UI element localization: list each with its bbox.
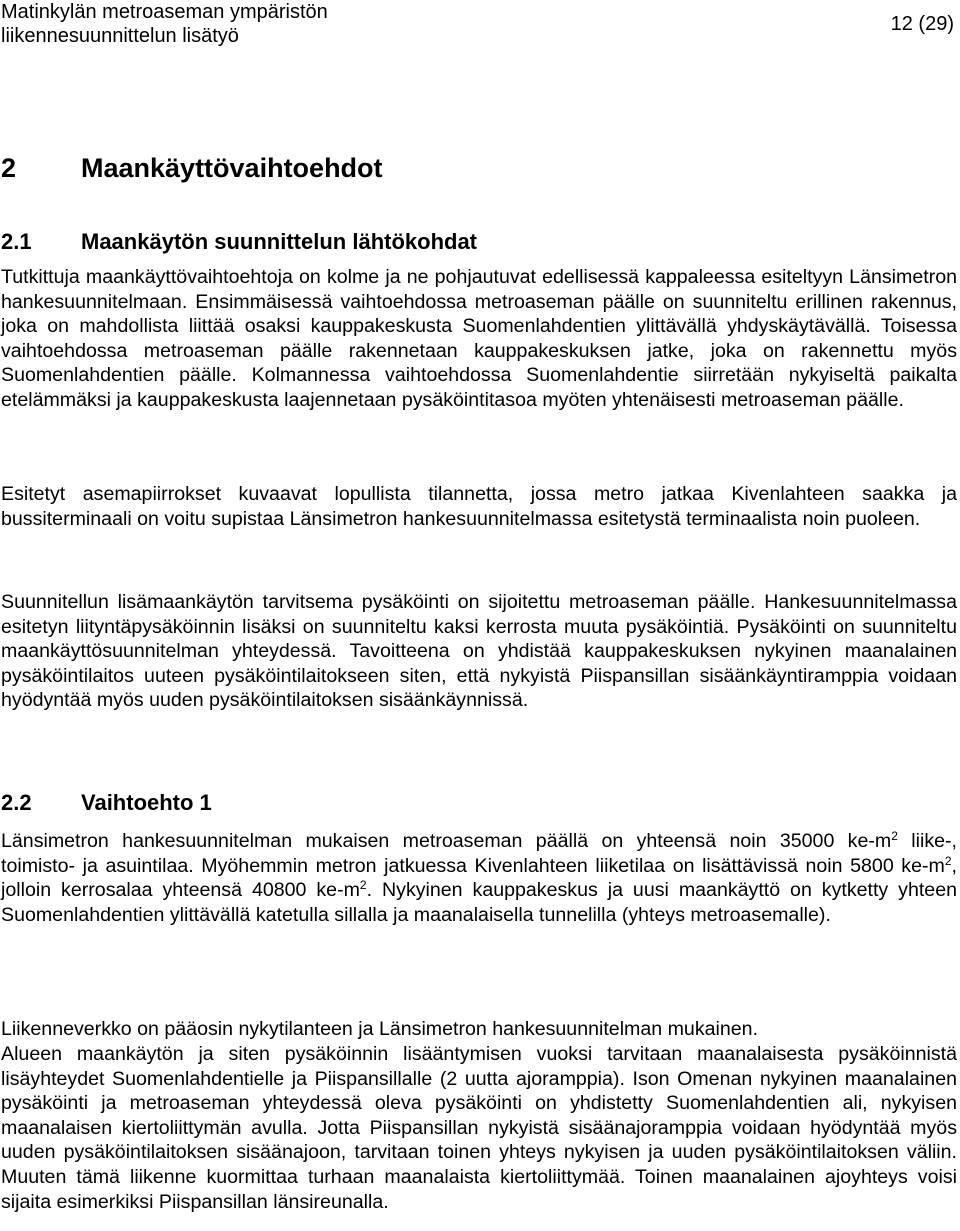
section-heading: [1, 151, 383, 185]
subsection-number: 2.2: [1, 790, 32, 815]
section-number: 2: [1, 153, 17, 183]
text-run: Länsimetron hankesuunnitelman mukaisen metroaseman päällä on yhteensä noin 35000 ke-m: [1, 830, 892, 852]
text-run: . Nykyinen kauppakeskus ja uusi maankäyttö on kytketty yhteen Suomenlahdentien ylittävällä katetulla sillalla ja maanalaisella tunnelilla (yhteys metroasemalle).: [1, 879, 957, 926]
paragraph: Esitetyt asemapiirrokset kuvaavat lopullista tilannetta, jossa metro jatkaa Kivenlahteen saakka ja bussiterminaali on voitu supistaa Länsimetron hankesuunnitelmassa esitetystä terminaalista noin puoleen.: [1, 483, 957, 530]
subsection-title: Vaihtoehto 1: [81, 790, 212, 815]
superscript: 2: [944, 853, 952, 868]
superscript: 2: [891, 829, 898, 843]
paragraph: Liikenneverkko on pääosin nykytilanteen ja Länsimetron hankesuunnitelman mukainen.: [1, 1018, 759, 1040]
text-run: liike-, toimisto- ja asuintilaa. Myöhemmin metron jatkuessa Kivenlahteen liiketilaa on lisättävissä noin 5800 ke-m: [1, 830, 957, 877]
section-title: Maankäyttövaihtoehdot: [81, 153, 383, 183]
paragraph: Tutkittuja maankäyttövaihtoehtoja on kolme ja ne pohjautuvat edellisessä kappaleessa esiteltyyn Länsimetron hankesuunnitelmaan. Ensimmäisessä vaihtoehdossa metroaseman päälle on suunniteltu erillinen rakennus, joka on mahdollista liittää osaksi kauppakeskusta Suomenlahdentien ylittävällä yhdyskäytävällä. Toisessa vaihtoehdossa metroaseman päälle rakennetaan kauppakeskuksen jatke, joka on rakennettu myös Suomenlahdentien päälle. Kolmannessa vaihtoehdossa Suomenlahdentie siirretään nykyiseltä paikalta etelämmäksi ja kauppakeskusta laajennetaan pysäköintitasoa myöten yhtenäisesti metroaseman päälle.: [1, 266, 957, 411]
subsection-title: Maankäytön suunnittelun lähtökohdat: [81, 229, 478, 254]
superscript: 2: [359, 878, 367, 893]
text-run: , jolloin kerrosalaa yhteensä 40800 ke-m: [1, 854, 957, 902]
header-title-line-2: liikennesuunnittelun lisätyö: [1, 25, 239, 47]
header-title-line-1: Matinkylän metroaseman ympäristön: [1, 1, 328, 23]
subsection-number: 2.1: [1, 229, 32, 254]
subsection-heading: [1, 228, 477, 256]
paragraph: Suunnitellun lisämaankäytön tarvitsema pysäköinti on sijoitettu metroaseman päälle. Hankesuunnitelmassa esitetyn liityntäpysäköinnin lisäksi on suunniteltu kaksi kerrosta muuta pysäköintiä. Pysäköinti on suunniteltu maankäyttösuunnitelman yhteydessä. Tavoitteena on yhdistää kauppakeskuksen nykyinen maanalainen pysäköintilaitos uuteen pysäköintilaitokseen siten, että nykyistä Piispansillan sisäänkäyntiramppia voidaan hyödyntää myös uuden pysäköintilaitoksen sisäänkäynnissä.: [1, 591, 957, 712]
subsection-heading: [1, 789, 212, 817]
paragraph: [1, 829, 957, 927]
paragraph: Alueen maankäytön ja siten pysäköinnin lisääntymisen vuoksi tarvitaan maanalaisesta pysäköinnistä lisäyhteydet Suomenlahdentielle ja Piispansillalle (2 uutta ajoramppia). Ison Omenan nykyinen maanalainen pysäköinti ja metroaseman yhteydessä oleva pysäköinti on yhdistetty Suomenlahdentien ali, nykyisen maanalaisen kiertoliittymän avulla. Jotta Piispansillan nykyistä sisäänajoramppia voidaan hyödyntää myös uuden pysäköintilaitoksen sisäänajoon, tarvitaan toinen yhteys nykyisen ja uuden pysäköintilaitoksen väliin. Muuten tämä liikenne kuormittaa turhaan maanalaista kiertoliittymää. Toinen maanalainen ajoyhteys voisi sijaita esimerkiksi Piispansillan länsireunalla.: [1, 1043, 957, 1213]
page-number: 12 (29): [890, 13, 954, 35]
running-header: [1, 0, 328, 48]
